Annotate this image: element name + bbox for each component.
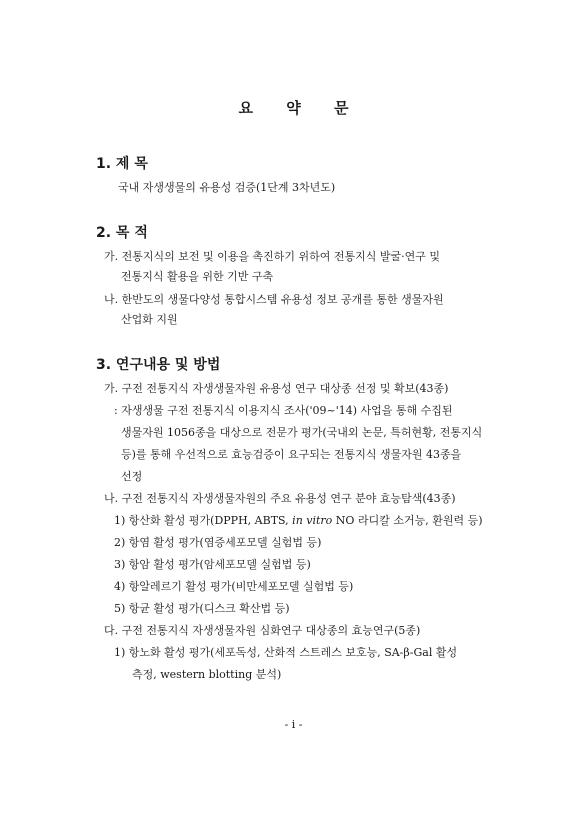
section-line: 전통지식 활용을 위한 기반 구축 [121,270,274,283]
section-line: 2) 항염 활성 평가(염증세포모델 실험법 등) [114,536,322,549]
section-heading-methods: 3. 연구내용 및 방법 [96,357,221,373]
section-line: 4) 항알레르기 활성 평가(비만세포모델 실험법 등) [114,580,354,593]
section-line: 나. 구전 전통지식 자생생물자원의 주요 유용성 연구 분야 효능탐색(43종) [104,492,456,505]
section-line: 가. 전통지식의 보전 및 이용을 촉진하기 위하여 전통지식 발굴·연구 및 [104,250,440,263]
section-line: 측정, western blotting 분석) [132,668,282,681]
section-line: 선정 [121,470,143,483]
section-line: 다. 구전 전통지식 자생생물자원 심화연구 대상종의 효능연구(5종) [104,624,421,637]
section-line: 5) 항균 활성 평가(디스크 확산법 등) [114,602,290,615]
title-char: 약 [286,99,301,117]
section-line: 생물자원 1056종을 대상으로 전문가 평가(국내외 논문, 특허현황, 전통지식 [121,426,483,439]
section-line: 산업화 지원 [121,313,178,326]
title-char: 요 [238,99,254,117]
section-heading-title: 1. 제 목 [96,156,148,172]
section-heading-purpose: 2. 목 적 [96,225,148,241]
page-number: - i - [284,718,303,731]
summary-title [0,97,587,118]
section-line: 등)를 통해 우선적으로 효능검증이 요구되는 전통지식 생물자원 43종을 [121,448,462,461]
title-char: 문 [333,99,349,117]
section-line: 나. 한반도의 생물다양성 통합시스템 유용성 정보 공개를 통한 생물자원 [104,293,444,306]
section-line: 1) 항산화 활성 평가(DPPH, ABTS, in vitro NO 라디칼 소거능, 환원력 등) [114,514,483,527]
section-line: 3) 항암 활성 평가(암세포모델 실험법 등) [114,558,311,571]
section-line: 국내 자생생물의 유용성 검증(1단계 3차년도) [118,181,336,194]
section-line: 1) 항노화 활성 평가(세포독성, 산화적 스트레스 보호능, SA-β-Gal 활성 [114,646,458,659]
section-line: : 자생생물 구전 전통지식 이용지식 조사('09~'14) 사업을 통해 수집된 [114,404,453,417]
section-line: 가. 구전 전통지식 자생생물자원 유용성 연구 대상종 선정 및 확보(43종) [104,382,449,395]
